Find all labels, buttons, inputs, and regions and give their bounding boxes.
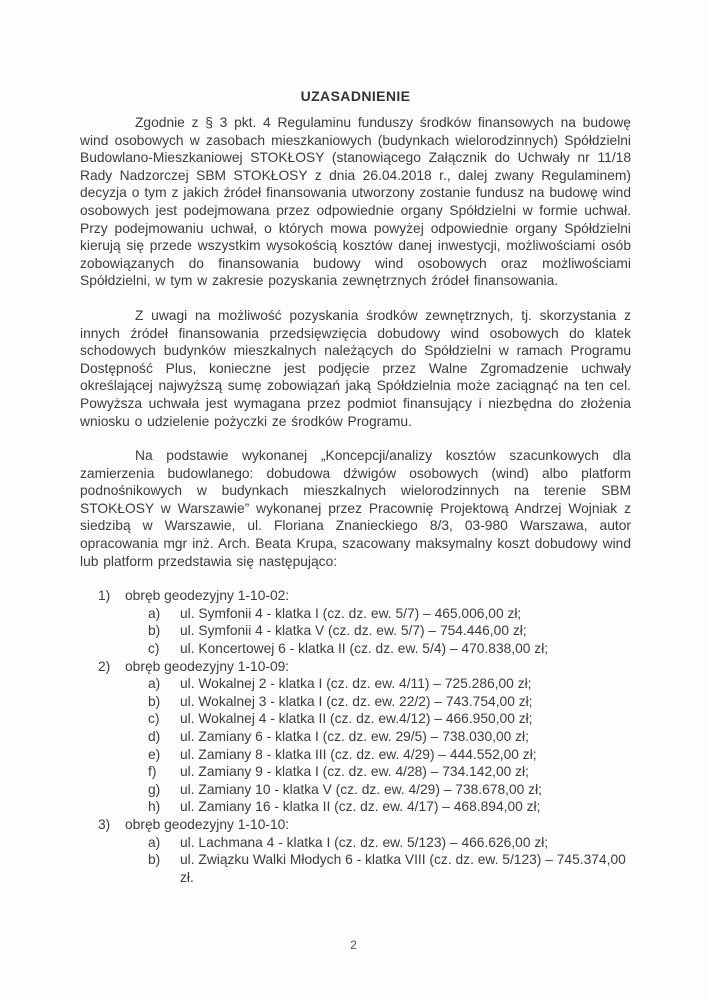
item-text: ul. Zamiany 6 - klatka I (cz. dz. ew. 29/5) – 738.030,00 zł; <box>180 729 529 744</box>
item-text: ul. Symfonii 4 - klatka I (cz. dz. ew. 5/7) – 465.006,00 zł; <box>180 605 522 621</box>
list-item <box>80 728 631 746</box>
item-letter: a) <box>148 605 161 621</box>
list-group-header <box>80 587 631 605</box>
item-text: ul. Symfonii 4 - klatka V (cz. dz. ew. 5/7) – 754.446,00 zł; <box>180 623 527 639</box>
list-item <box>80 781 631 799</box>
item-letter: b) <box>148 852 161 868</box>
group-number: 1) <box>98 588 111 604</box>
item-text: ul. Wokalnej 2 - klatka I (cz. dz. ew. 4/11) – 725.286,00 zł; <box>180 676 532 692</box>
paragraph-1: Zgodnie z § 3 pkt. 4 Regulaminu funduszy środków finansowych na budowę wind osobowych w zasobach mieszkaniowych (budynkach wielorodzinnych) Spółdzielni Budowlano-Mieszkaniowej STOKŁOSY (stanowiącego Załącznik do Uchwały nr 11/18 Rady Nadzorczej SBM STOKŁOSY z dnia 26.04.2018 r., dalej zwany Regulaminem) decyzja o tym z jakich źródeł finansowania utworzony zostanie fundusz na budowę wind osobowych jest podejmowana przez odpowiednie organy Spółdzielni w formie uchwał. Przy podejmowaniu uchwał, o których mowa powyżej odpowiednie organy Spółdzielni kierują się przede wszystkim wysokością kosztów danej inwestycji, możliwościami osób zobowiązanych do finansowania budowy wind osobowych oraz możliwościami Spółdzielni, w tym w zakresie pozyskania zewnętrznych źródeł finansowania. <box>80 115 631 289</box>
group-label: obręb geodezyjny 1-10-09: <box>125 658 290 674</box>
list-item <box>80 746 631 764</box>
item-letter: d) <box>148 729 161 744</box>
item-text: ul. Zamiany 9 - klatka I (cz. dz. ew. 4/28) – 734.142,00 zł; <box>180 764 529 780</box>
group-number: 3) <box>98 816 111 832</box>
list-group-header <box>80 658 631 676</box>
document-title-text: UZASADNIENIE <box>300 88 411 104</box>
list-item <box>80 622 631 640</box>
item-letter: g) <box>148 781 161 797</box>
item-letter: c) <box>148 641 160 657</box>
item-text: ul. Zamiany 8 - klatka III (cz. dz. ew. 4/29) – 444.552,00 zł; <box>180 746 537 762</box>
item-text: ul. Koncertowej 6 - klatka II (cz. dz. ew. 5/4) – 470.838,00 zł; <box>180 641 549 657</box>
item-letter: f) <box>148 764 157 780</box>
item-text: ul. Zamiany 10 - klatka V (cz. dz. ew. 4/29) – 738.678,00 zł; <box>180 781 542 797</box>
list-group-header <box>80 816 631 834</box>
list-item <box>80 675 631 693</box>
item-letter: a) <box>148 834 161 850</box>
list-item <box>80 834 631 852</box>
paragraph-3: Na podstawie wykonanej „Koncepcji/analizy kosztów szacunkowych dla zamierzenia budowlanego: dobudowa dźwigów osobowych (wind) albo platform podnośnikowych w budynkach mieszkalnych wielorodzinnych na terenie SBM STOKŁOSY w Warszawie” wykonanej przez Pracownię Projektową Andrzej Wojniak z siedzibą w Warszawie, ul. Floriana Znanieckiego 8/3, 03-980 Warszawa, autor opracowania mgr inż. Arch. Beata Krupa, szacowany maksymalny koszt dobudowy wind lub platform przedstawia się następująco: <box>80 448 631 569</box>
item-letter: a) <box>148 676 161 692</box>
item-text: ul. Wokalnej 3 - klatka I (cz. dz. ew. 22/2) – 743.754,00 zł; <box>180 693 533 709</box>
group-label: obręb geodezyjny 1-10-10: <box>125 816 290 832</box>
group-label: obręb geodezyjny 1-10-02: <box>125 588 290 604</box>
paragraph-2: Z uwagi na możliwość pozyskania środków zewnętrznych, tj. skorzystania z innych źródeł finansowania przedsięwzięcia dobudowy wind osobowych do klatek schodowych budynków mieszkalnych należących do Spółdzielni w ramach Programu Dostępność Plus, konieczne jest podjęcie przez Walne Zgromadzenie uchwały określającej najwyższą sumę zobowiązań jaką Spółdzielnia może zaciągnąć na ten cel. Powyższa uchwała jest wymagana przez podmiot finansujący i niezbędna do złożenia wniosku o udzielenie pożyczki ze środków Programu. <box>80 307 631 429</box>
list-item <box>80 640 631 658</box>
item-text: ul. Zamiany 16 - klatka II (cz. dz. ew. 4/17) – 468.894,00 zł; <box>180 799 541 815</box>
item-letter: b) <box>148 693 161 709</box>
item-text: ul. Związku Walki Młodych 6 - klatka VIII (cz. dz. ew. 5/123) – 745.374,00 zł. <box>180 852 626 885</box>
document-title <box>80 88 631 104</box>
item-text: ul. Lachmana 4 - klatka I (cz. dz. ew. 5/123) – 466.626,00 zł; <box>180 834 549 850</box>
group-number: 2) <box>98 658 111 674</box>
list-item <box>80 798 631 816</box>
item-letter: e) <box>148 746 161 762</box>
list-item <box>80 710 631 728</box>
item-letter: b) <box>148 623 161 639</box>
item-letter: h) <box>148 799 161 815</box>
list-item <box>80 763 631 781</box>
cost-list <box>80 587 631 886</box>
list-item <box>80 605 631 623</box>
page-number: 2 <box>350 938 357 952</box>
item-text: ul. Wokalnej 4 - klatka II (cz. dz. ew.4/12) – 466.950,00 zł; <box>180 711 533 727</box>
list-item <box>80 851 631 886</box>
document-content <box>80 88 631 886</box>
item-letter: c) <box>148 711 160 727</box>
list-item <box>80 693 631 711</box>
